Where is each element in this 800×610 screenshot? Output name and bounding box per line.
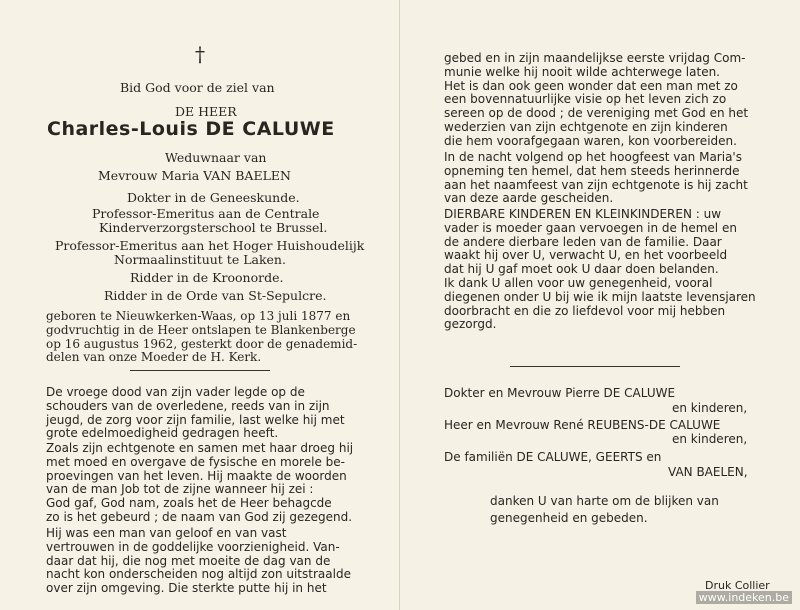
- family-line: De familiën DE CALUWE, GEERTS en: [444, 450, 662, 464]
- paragraph-children: DIERBARE KINDEREN EN KLEINKINDEREN : uw vader is moeder gaan vervoegen in de hemel en de andere dierbare leden van de familie. Daar waakt hij over U, verwacht U, en het voorbeeld dat hij U gaf moet ook U daar doen belanden. Ik dank U allen voor uw genegenheid, vooral diegenen onder U bij wie ik mijn laatste levensjaren doorbracht en die zo liefdevol voor mij hebben gezorgd.: [444, 207, 756, 332]
- title-line: Ridder in de Kroonorde.: [130, 270, 284, 285]
- family-line: Heer en Mevrouw René REUBENS-DE CALUWE: [444, 418, 721, 432]
- paragraph-continuation: gebed en in zijn maandelijkse eerste vrijdag Com- munie welke hij nooit wilde achterwege laten. Het is dan ook geen wonder dat een man met zo een bovennatuurlijke visie op het leven zich zo sereen op de dood ; de vereniging met God en het wederzien van zijn echtgenote en zijn kinderen die hem voorafgegaan waren, kon voorbereiden.: [444, 51, 749, 148]
- title-text: DE HEER: [175, 104, 237, 119]
- family-line: Dokter en Mevrouw Pierre DE CALUWE: [444, 386, 676, 400]
- thanks-line: genegenheid en gebeden.: [490, 511, 648, 525]
- widower-of-text: Weduwnaar van: [165, 150, 267, 165]
- divider: [130, 370, 270, 371]
- divider: [510, 366, 680, 367]
- thanks-line: danken U van harte om de blijken van: [490, 494, 719, 508]
- spouse-name: Mevrouw Maria VAN BAELEN: [98, 168, 291, 183]
- family-suffix: en kinderen,: [672, 401, 748, 415]
- title-line: Normaalinstituut te Laken.: [114, 252, 286, 267]
- title-line: Ridder in de Orde van St-Sepulcre.: [104, 288, 327, 303]
- title-line: Kinderverzorgsterschool te Brussel.: [99, 220, 328, 235]
- watermark-text: www.indeken.be: [696, 591, 792, 604]
- printer-credit: Druk Collier: [705, 579, 770, 592]
- cross-icon: †: [195, 42, 205, 66]
- family-suffix: en kinderen,: [672, 432, 748, 446]
- opening-text: Bid God voor de ziel van: [120, 80, 275, 95]
- family-suffix: VAN BAELEN,: [668, 465, 748, 479]
- title-line: Professor-Emeritus aan het Hoger Huishoudelijk: [55, 238, 365, 253]
- paragraph-2: Zoals zijn echtgenote en samen met haar droeg hij met moed en overgave de fysische en morele be- proevingen van het leven. Hij maakte de woorden van de man Job tot de zijne wanneer hij zei : God gaf, God nam, zoals het de Heer behagcde zo is het gebeurd ; de naam van God zij gezegend.: [46, 441, 354, 524]
- paragraph-assumption: In de nacht volgend op het hoogfeest van Maria's opneming ten hemel, dat hem steeds herinnerde aan het naamfeest van zijn echtgenote is hij zacht van deze aarde gescheiden.: [444, 150, 748, 206]
- title-line: Dokter in de Geneeskunde.: [127, 190, 300, 205]
- paragraph-3: Hij was een man van geloof en van vast vertrouwen in de goddelijke voorzienigheid. Van- daar dat hij, die nog met moeite de dag van de nacht kon onderscheiden nog altijd zon uitstraalde over zijn omgeving. Die sterkte putte hij in het: [46, 526, 351, 596]
- title-line: Professor-Emeritus aan de Centrale: [92, 206, 320, 221]
- right-card: [400, 0, 800, 610]
- birth-death-paragraph: geboren te Nieuwkerken-Waas, op 13 juli 1877 en godvruchtig in de Heer ontslapen te Blankenberge op 16 augustus 1962, gesterkt door de genademid- delen van onze Moeder de H. Kerk.: [46, 309, 358, 365]
- paragraph-1: De vroege dood van zijn vader legde op de schouders van de overledene, reeds van in zijn jeugd, de zorg voor zijn familie, last welke hij met grote edelmoedigheid gedragen heeft.: [46, 385, 345, 441]
- deceased-name: Charles-Louis DE CALUWE: [47, 118, 335, 140]
